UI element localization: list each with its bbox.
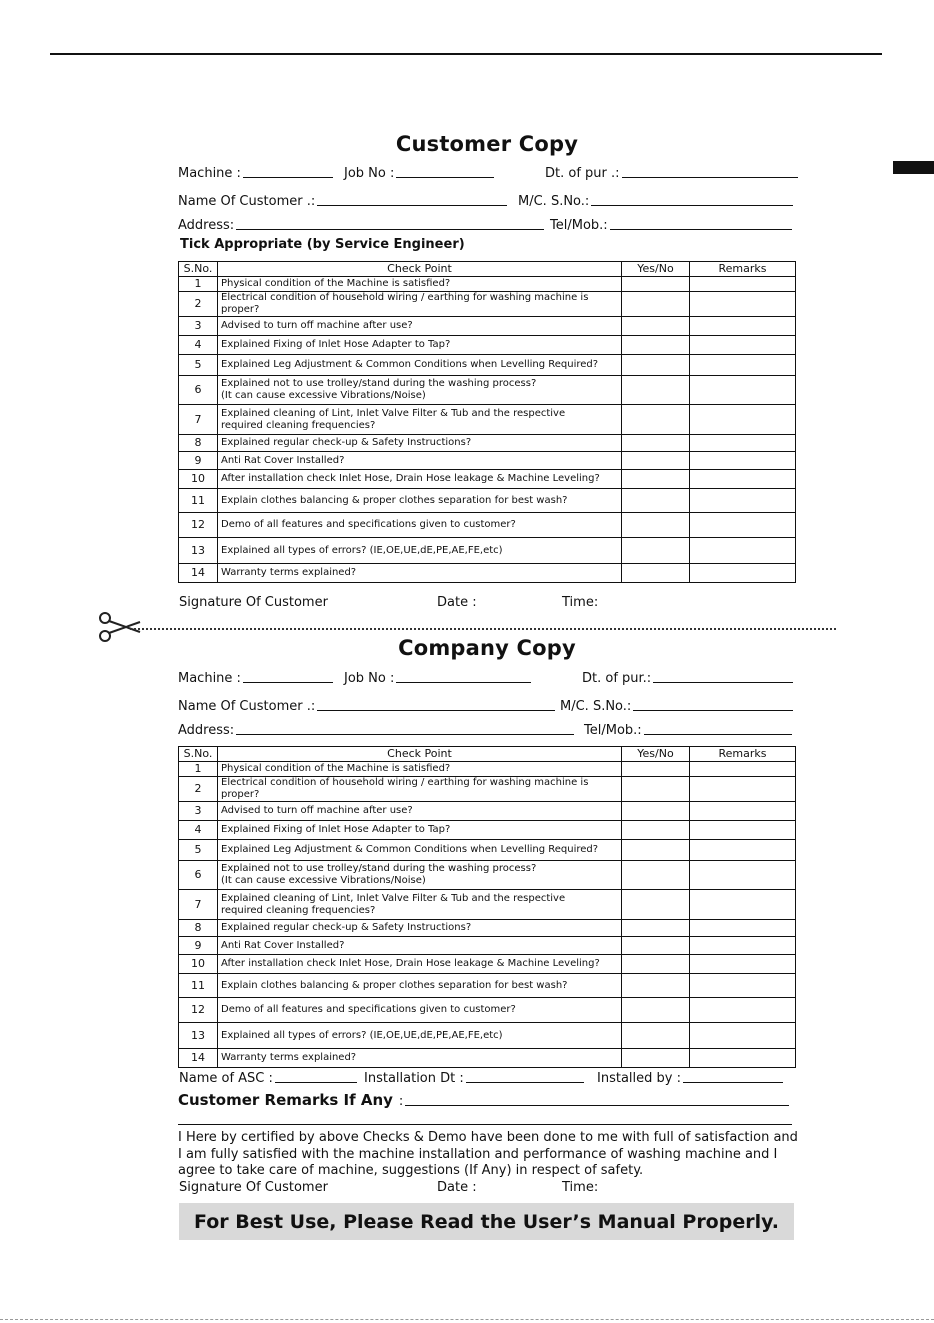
check-point-text: Explained Leg Adjustment & Common Conditions when Levelling Required?: [221, 359, 599, 370]
customer-row-2: [178, 189, 796, 209]
job-no-label: Job No :: [344, 671, 395, 686]
remarks-cell[interactable]: [690, 840, 796, 861]
check-point-text: Electrical condition of household wiring / earthing for washing machine is proper?: [221, 777, 589, 800]
yes-no-cell[interactable]: [622, 336, 690, 355]
row-number: 1: [179, 762, 218, 777]
customer-row-1: [178, 161, 796, 181]
tel-input-line[interactable]: [610, 215, 792, 230]
installation-row: [178, 1066, 796, 1086]
row-number: 2: [179, 292, 218, 317]
check-point-cell: [218, 861, 622, 890]
row-number: 10: [179, 955, 218, 974]
bottom-edge-line: [0, 1319, 934, 1320]
address-input-line[interactable]: [236, 215, 544, 230]
dt-of-pur-field[interactable]: [545, 161, 798, 181]
installed-by-label: Installed by :: [597, 1071, 681, 1086]
date-label: Date :: [437, 595, 477, 610]
read-manual-banner: For Best Use, Please Read the User’s Manual Properly.: [179, 1203, 794, 1240]
company-checklist-table: [178, 746, 796, 1068]
remarks-cell[interactable]: [690, 937, 796, 955]
table-row: [179, 513, 796, 538]
check-point-cell: [218, 937, 622, 955]
remarks-cell[interactable]: [690, 920, 796, 937]
table-header-row: [179, 262, 796, 277]
check-point-cell: [218, 355, 622, 376]
yes-no-cell[interactable]: [622, 840, 690, 861]
check-point-text: Explain clothes balancing & proper clothes separation for best wash?: [221, 494, 568, 506]
table-row: [179, 277, 796, 292]
certification-line-3: agree to take care of machine, suggestions (If Any) in respect of safety.: [178, 1163, 644, 1178]
sno-header: S.No.: [179, 747, 218, 762]
yes-no-cell[interactable]: [622, 564, 690, 583]
installation-dt-input-line[interactable]: [466, 1068, 584, 1083]
remarks-cell[interactable]: [690, 1023, 796, 1049]
scissors-icon: [96, 610, 142, 644]
remarks-cell[interactable]: [690, 955, 796, 974]
tel-label: Tel/Mob.:: [584, 723, 642, 738]
check-point-text: Anti Rat Cover Installed?: [221, 939, 345, 951]
check-point-text: After installation check Inlet Hose, Drain Hose leakage & Machine Leveling?: [221, 958, 600, 969]
yes-no-cell[interactable]: [622, 405, 690, 435]
table-row: [179, 998, 796, 1023]
address-input-line[interactable]: [236, 720, 574, 735]
check-point-text: Advised to turn off machine after use?: [221, 320, 413, 331]
row-number: 3: [179, 802, 218, 821]
company-row-2: [178, 694, 796, 714]
company-row-3: [178, 718, 796, 738]
customer-remarks-input-line[interactable]: [405, 1091, 789, 1106]
table-row: [179, 802, 796, 821]
check-point-cell: [218, 277, 622, 292]
remarks-cell[interactable]: [690, 974, 796, 998]
table-row: [179, 489, 796, 513]
yes-no-cell[interactable]: [622, 937, 690, 955]
row-number: 12: [179, 513, 218, 538]
table-row: [179, 336, 796, 355]
row-number: 7: [179, 405, 218, 435]
table-row: [179, 376, 796, 405]
asc-name-field[interactable]: [179, 1066, 357, 1086]
row-number: 14: [179, 1049, 218, 1068]
yes-no-cell[interactable]: [622, 762, 690, 777]
yes-no-cell[interactable]: [622, 802, 690, 821]
remarks-cell[interactable]: [690, 821, 796, 840]
job-no-field[interactable]: [344, 161, 494, 181]
yes-no-cell[interactable]: [622, 435, 690, 452]
row-number: 7: [179, 890, 218, 920]
table-row: [179, 452, 796, 470]
table-row: [179, 861, 796, 890]
remarks-header: Remarks: [690, 262, 796, 277]
row-number: 13: [179, 1023, 218, 1049]
row-number: 14: [179, 564, 218, 583]
check-point-text: Electrical condition of household wiring / earthing for washing machine is proper?: [221, 292, 589, 315]
remarks-cell[interactable]: [690, 762, 796, 777]
remarks-cell[interactable]: [690, 405, 796, 435]
mc-sno-field[interactable]: [518, 189, 793, 209]
machine-label: Machine :: [178, 671, 241, 686]
customer-name-input-line[interactable]: [317, 696, 555, 711]
remarks-cell[interactable]: [690, 1049, 796, 1068]
tel-input-line[interactable]: [644, 720, 792, 735]
customer-checklist-table: [178, 261, 796, 583]
table-row: [179, 840, 796, 861]
signature-label: Signature Of Customer: [179, 595, 328, 610]
check-point-text: Explained Leg Adjustment & Common Conditions when Levelling Required?: [221, 844, 599, 855]
mc-sno-input-line[interactable]: [633, 696, 793, 711]
check-point-cell: [218, 292, 622, 317]
table-row: [179, 317, 796, 336]
yes-no-cell[interactable]: [622, 513, 690, 538]
check-point-text: Warranty terms explained?: [221, 567, 357, 578]
check-point-text: Physical condition of the Machine is satisfied?: [221, 278, 451, 289]
table-header-row: [179, 747, 796, 762]
check-point-cell: [218, 840, 622, 861]
row-number: 8: [179, 435, 218, 452]
remarks-cell[interactable]: [690, 513, 796, 538]
yes-no-cell[interactable]: [622, 489, 690, 513]
check-point-text: Explained cleaning of Lint, Inlet Valve Filter & Tub and the respective: [221, 892, 566, 904]
table-row: [179, 435, 796, 452]
yes-no-cell[interactable]: [622, 974, 690, 998]
row-number: 12: [179, 998, 218, 1023]
yes-no-cell[interactable]: [622, 452, 690, 470]
check-point-cell: [218, 890, 622, 920]
customer-copy-title: Customer Copy: [395, 132, 579, 156]
check-point-text: required cleaning frequencies?: [221, 904, 376, 916]
remarks-cell[interactable]: [690, 376, 796, 405]
remarks-cell[interactable]: [690, 998, 796, 1023]
sno-header: S.No.: [179, 262, 218, 277]
address-field[interactable]: [178, 213, 544, 233]
company-signature-row: [178, 1180, 796, 1198]
yes-no-cell[interactable]: [622, 920, 690, 937]
check-point-cell: [218, 513, 622, 538]
check-point-cell: [218, 489, 622, 513]
row-number: 9: [179, 937, 218, 955]
table-row: [179, 1023, 796, 1049]
check-point-text: (It can cause excessive Vibrations/Noise): [221, 390, 426, 401]
table-row: [179, 470, 796, 489]
check-point-cell: [218, 538, 622, 564]
dt-of-pur-input-line[interactable]: [653, 668, 793, 683]
check-point-cell: [218, 317, 622, 336]
yes-no-cell[interactable]: [622, 538, 690, 564]
job-no-field[interactable]: [344, 666, 531, 686]
cut-here-dotted-line: [130, 628, 836, 630]
table-row: [179, 937, 796, 955]
check-point-text: Warranty terms explained?: [221, 1052, 357, 1063]
tick-appropriate-title: Tick Appropriate (by Service Engineer): [180, 237, 465, 252]
certification-line-1: I Here by certified by above Checks & Demo have been done to me with full of satisfaction and: [178, 1130, 798, 1145]
machine-input-line[interactable]: [243, 668, 333, 683]
signature-label: Signature Of Customer: [179, 1180, 328, 1195]
yes-no-cell[interactable]: [622, 998, 690, 1023]
customer-signature-row: [178, 595, 796, 613]
customer-remarks-row: [178, 1087, 796, 1109]
yes-no-cell[interactable]: [622, 355, 690, 376]
check-point-cell: [218, 452, 622, 470]
row-number: 11: [179, 974, 218, 998]
check-point-cell: [218, 821, 622, 840]
table-row: [179, 564, 796, 583]
check-point-cell: [218, 762, 622, 777]
check-point-cell: [218, 564, 622, 583]
job-no-input-line[interactable]: [396, 668, 531, 683]
row-number: 6: [179, 376, 218, 405]
row-number: 2: [179, 777, 218, 802]
check-point-text: Explained all types of errors? (IE,OE,UE,dE,PE,AE,FE,etc): [221, 544, 503, 556]
table-row: [179, 777, 796, 802]
table-row: [179, 405, 796, 435]
yes-no-header: Yes/No: [622, 747, 690, 762]
check-point-text: Explained regular check-up & Safety Instructions?: [221, 437, 472, 448]
remarks-cell[interactable]: [690, 777, 796, 802]
customer-name-label: Name Of Customer .:: [178, 699, 316, 714]
check-point-cell: [218, 376, 622, 405]
time-label: Time:: [562, 595, 599, 610]
check-point-cell: [218, 336, 622, 355]
machine-label: Machine :: [178, 166, 241, 181]
yes-no-cell[interactable]: [622, 777, 690, 802]
table-row: [179, 974, 796, 998]
certification-text: [178, 1130, 798, 1180]
row-number: 4: [179, 821, 218, 840]
check-point-text: After installation check Inlet Hose, Drain Hose leakage & Machine Leveling?: [221, 473, 600, 484]
tel-label: Tel/Mob.:: [550, 218, 608, 233]
installed-by-input-line[interactable]: [683, 1068, 783, 1083]
yes-no-cell[interactable]: [622, 1049, 690, 1068]
check-point-text: required cleaning frequencies?: [221, 419, 376, 431]
check-point-text: Explained Fixing of Inlet Hose Adapter to Tap?: [221, 339, 451, 350]
remarks-header: Remarks: [690, 747, 796, 762]
check-point-text: Advised to turn off machine after use?: [221, 805, 413, 816]
check-point-cell: [218, 777, 622, 802]
table-row: [179, 821, 796, 840]
customer-remarks-colon: :: [398, 1094, 404, 1109]
dt-of-pur-label: Dt. of pur .:: [545, 166, 620, 181]
yes-no-cell[interactable]: [622, 277, 690, 292]
row-number: 5: [179, 840, 218, 861]
yes-no-cell[interactable]: [622, 861, 690, 890]
table-row: [179, 538, 796, 564]
dt-of-pur-label: Dt. of pur.:: [582, 671, 652, 686]
mc-sno-label: M/C. S.No.:: [518, 194, 590, 209]
row-number: 8: [179, 920, 218, 937]
asc-name-input-line[interactable]: [275, 1068, 357, 1083]
mc-sno-label: M/C. S.No.:: [560, 699, 632, 714]
side-tab-marker: [893, 161, 934, 174]
row-number: 13: [179, 538, 218, 564]
yes-no-cell[interactable]: [622, 317, 690, 336]
remarks-cell[interactable]: [690, 355, 796, 376]
check-point-text: Explained not to use trolley/stand during the washing process?: [221, 863, 537, 874]
yes-no-header: Yes/No: [622, 262, 690, 277]
remarks-cell[interactable]: [690, 538, 796, 564]
remarks-cell[interactable]: [690, 861, 796, 890]
remarks-cell[interactable]: [690, 802, 796, 821]
address-label: Address:: [178, 218, 235, 233]
job-no-input-line[interactable]: [396, 163, 494, 178]
remarks-cell[interactable]: [690, 277, 796, 292]
customer-name-label: Name Of Customer .:: [178, 194, 316, 209]
mc-sno-input-line[interactable]: [591, 191, 793, 206]
yes-no-cell[interactable]: [622, 376, 690, 405]
check-point-cell: [218, 998, 622, 1023]
machine-field[interactable]: [178, 666, 333, 686]
table-row: [179, 1049, 796, 1068]
row-number: 11: [179, 489, 218, 513]
row-number: 1: [179, 277, 218, 292]
installation-dt-label: Installation Dt :: [364, 1071, 464, 1086]
check-point-cell: [218, 802, 622, 821]
check-point-text: Demo of all features and specifications given to customer?: [221, 1004, 516, 1015]
remarks-cell[interactable]: [690, 890, 796, 920]
date-label: Date :: [437, 1180, 477, 1195]
asc-name-label: Name of ASC :: [179, 1071, 273, 1086]
customer-name-field[interactable]: [178, 694, 555, 714]
row-number: 5: [179, 355, 218, 376]
remarks-cell[interactable]: [690, 435, 796, 452]
customer-name-input-line[interactable]: [317, 191, 507, 206]
time-label: Time:: [562, 1180, 599, 1195]
company-copy-title: Company Copy: [398, 636, 576, 660]
check-point-text: (It can cause excessive Vibrations/Noise): [221, 875, 426, 886]
table-row: [179, 890, 796, 920]
table-row: [179, 920, 796, 937]
table-row: [179, 762, 796, 777]
remarks-cell[interactable]: [690, 317, 796, 336]
table-row: [179, 292, 796, 317]
remarks-cell[interactable]: [690, 564, 796, 583]
address-field[interactable]: [178, 718, 574, 738]
yes-no-cell[interactable]: [622, 292, 690, 317]
check-point-text: Explain clothes balancing & proper clothes separation for best wash?: [221, 979, 568, 991]
row-number: 4: [179, 336, 218, 355]
tel-field[interactable]: [584, 718, 792, 738]
check-point-cell: [218, 1023, 622, 1049]
dt-of-pur-field[interactable]: [582, 666, 793, 686]
row-number: 3: [179, 317, 218, 336]
check-point-cell: [218, 1049, 622, 1068]
check-point-cell: [218, 920, 622, 937]
tel-field[interactable]: [550, 213, 792, 233]
yes-no-cell[interactable]: [622, 1023, 690, 1049]
remarks-cell[interactable]: [690, 336, 796, 355]
check-point-cell: [218, 435, 622, 452]
customer-remarks-field[interactable]: [178, 1087, 789, 1109]
remarks-cell[interactable]: [690, 292, 796, 317]
table-row: [179, 355, 796, 376]
yes-no-cell[interactable]: [622, 470, 690, 489]
remarks-cell[interactable]: [690, 452, 796, 470]
customer-name-field[interactable]: [178, 189, 507, 209]
check-point-text: Demo of all features and specifications given to customer?: [221, 519, 516, 530]
yes-no-cell[interactable]: [622, 890, 690, 920]
machine-input-line[interactable]: [243, 163, 333, 178]
job-no-label: Job No :: [344, 166, 395, 181]
check-point-header: Check Point: [218, 747, 622, 762]
check-point-cell: [218, 405, 622, 435]
row-number: 9: [179, 452, 218, 470]
row-number: 6: [179, 861, 218, 890]
check-point-header: Check Point: [218, 262, 622, 277]
check-point-text: Explained Fixing of Inlet Hose Adapter to Tap?: [221, 824, 451, 835]
remarks-cell[interactable]: [690, 489, 796, 513]
top-rule: [50, 53, 882, 55]
mc-sno-field[interactable]: [560, 694, 793, 714]
remarks-cell[interactable]: [690, 470, 796, 489]
customer-row-3: [178, 213, 796, 233]
dt-of-pur-input-line[interactable]: [622, 163, 798, 178]
installed-by-field[interactable]: [597, 1066, 783, 1086]
check-point-text: Explained regular check-up & Safety Instructions?: [221, 922, 472, 933]
certification-line-2: I am fully satisfied with the machine installation and performance of washing machine and I: [178, 1146, 778, 1162]
yes-no-cell[interactable]: [622, 821, 690, 840]
installation-dt-field[interactable]: [364, 1066, 584, 1086]
check-point-text: Explained not to use trolley/stand during the washing process?: [221, 378, 537, 389]
check-point-text: Anti Rat Cover Installed?: [221, 454, 345, 466]
company-row-1: [178, 666, 796, 686]
check-point-cell: [218, 470, 622, 489]
yes-no-cell[interactable]: [622, 955, 690, 974]
check-point-text: Physical condition of the Machine is satisfied?: [221, 763, 451, 774]
check-point-text: Explained all types of errors? (IE,OE,UE,dE,PE,AE,FE,etc): [221, 1029, 503, 1041]
check-point-text: Explained cleaning of Lint, Inlet Valve Filter & Tub and the respective: [221, 407, 566, 419]
check-point-cell: [218, 974, 622, 998]
table-row: [179, 955, 796, 974]
check-point-cell: [218, 955, 622, 974]
customer-remarks-label: Customer Remarks If Any: [178, 1091, 393, 1109]
separator-rule: [178, 1124, 792, 1125]
row-number: 10: [179, 470, 218, 489]
address-label: Address:: [178, 723, 235, 738]
machine-field[interactable]: [178, 161, 333, 181]
